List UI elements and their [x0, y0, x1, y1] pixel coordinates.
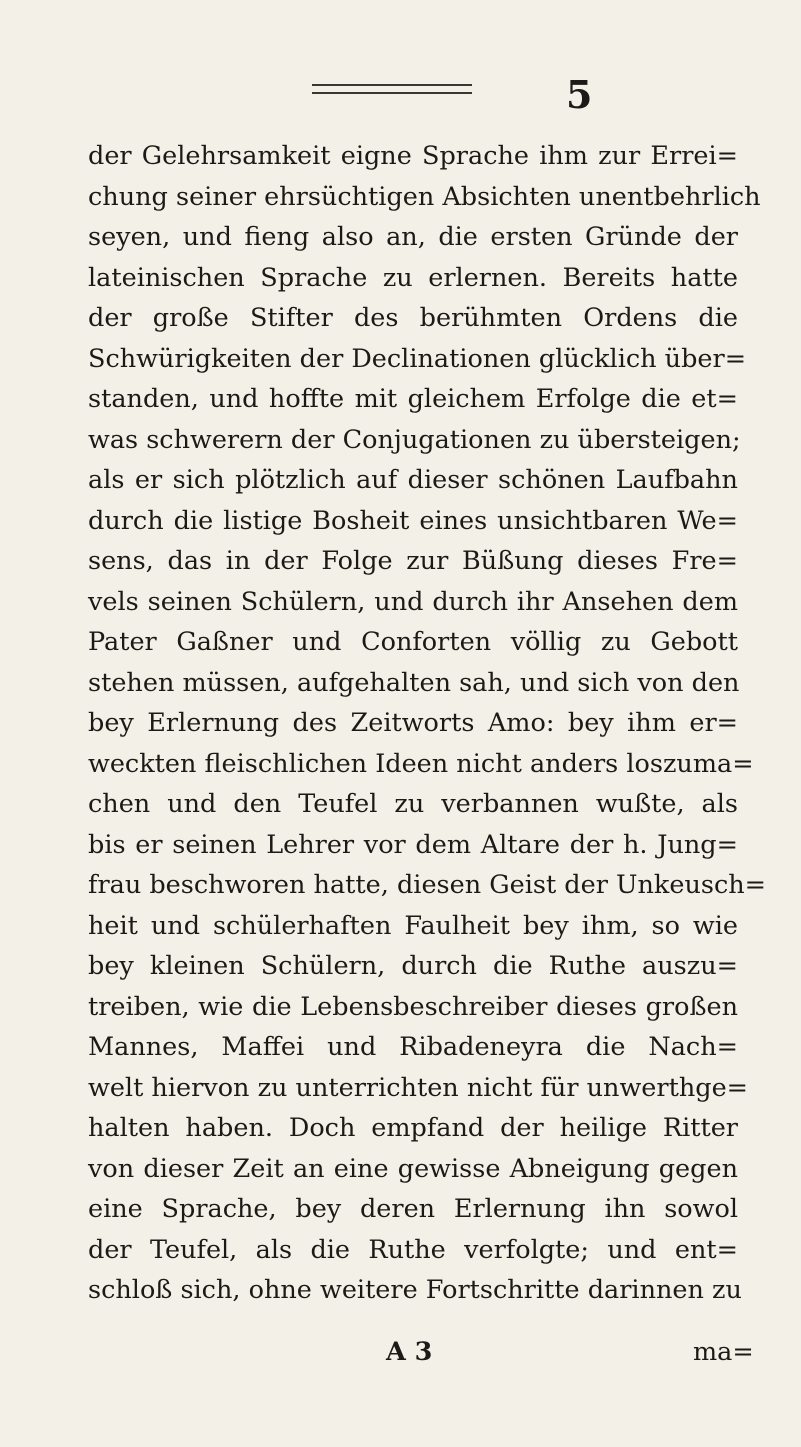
- text-line: von dieser Zeit an eine gewisse Abneigung gegen: [88, 1153, 738, 1184]
- text-line: frau beschworen hatte, diesen Geist der Unkeusch=: [88, 870, 767, 900]
- text-line: schloß sich, ohne weitere Fortschritte darinnen zu: [88, 1275, 742, 1305]
- text-line: halten haben. Doch empfand der heilige Ritter: [88, 1113, 738, 1143]
- text-line: Pater Gaßner und Conforten völlig zu Gebott: [88, 627, 738, 657]
- body-text: [88, 136, 767, 1311]
- text-line: der Gelehrsamkeit eigne Sprache ihm zur Errei=: [88, 141, 738, 171]
- text-line: was schwerern der Conjugationen zu übersteigen;: [88, 424, 741, 455]
- page-footer: [88, 1332, 754, 1372]
- text-line: eine Sprache, bey deren Erlernung ihn sowol: [88, 1194, 738, 1224]
- text-line: weckten fleischlichen Ideen nicht anders loszuma=: [88, 748, 754, 779]
- text-line: bis er seinen Lehrer vor dem Altare der h. Jung=: [88, 829, 738, 860]
- signature-mark: A 3: [386, 1337, 433, 1367]
- header-rule: [312, 84, 472, 94]
- text-line: Schwürigkeiten der Declinationen glücklich über=: [88, 343, 747, 374]
- text-line: bey Erlernung des Zeitworts Amo: bey ihm er=: [88, 708, 738, 738]
- text-line: vels seinen Schülern, und durch ihr Ansehen dem: [88, 586, 738, 617]
- text-line: stehen müssen, aufgehalten sah, und sich von den: [88, 667, 740, 698]
- text-line: der große Stifter des berühmten Ordens die: [88, 303, 738, 333]
- text-line: welt hiervon zu unterrichten nicht für unwerthge=: [88, 1072, 749, 1103]
- text-line: lateinischen Sprache zu erlernen. Bereits hatte: [88, 262, 738, 293]
- text-line: sens, das in der Folge zur Büßung dieses Fre=: [88, 546, 738, 576]
- text-line: der Teufel, als die Ruthe verfolgte; und ent=: [88, 1234, 738, 1265]
- text-line: treiben, wie die Lebensbeschreiber dieses großen: [88, 991, 738, 1022]
- text-line: chen und den Teufel zu verbannen wußte, als: [88, 789, 738, 819]
- text-line: heit und schülerhaften Faulheit bey ihm, so wie: [88, 910, 738, 941]
- text-line: Mannes, Maffei und Ribadeneyra die Nach=: [88, 1032, 738, 1062]
- text-line: als er sich plötzlich auf dieser schönen Laufbahn: [88, 465, 738, 495]
- page-number: 5: [566, 72, 593, 117]
- catchword: ma=: [693, 1337, 754, 1367]
- text-line: bey kleinen Schülern, durch die Ruthe auszu=: [88, 951, 738, 981]
- text-line: standen, und hoffte mit gleichem Erfolge die et=: [88, 384, 738, 414]
- text-line: durch die listige Bosheit eines unsichtbaren We=: [88, 505, 738, 536]
- text-line: chung seiner ehrsüchtigen Absichten unentbehrlich: [88, 181, 761, 212]
- text-line: seyen, und fieng also an, die ersten Gründe der: [88, 222, 738, 252]
